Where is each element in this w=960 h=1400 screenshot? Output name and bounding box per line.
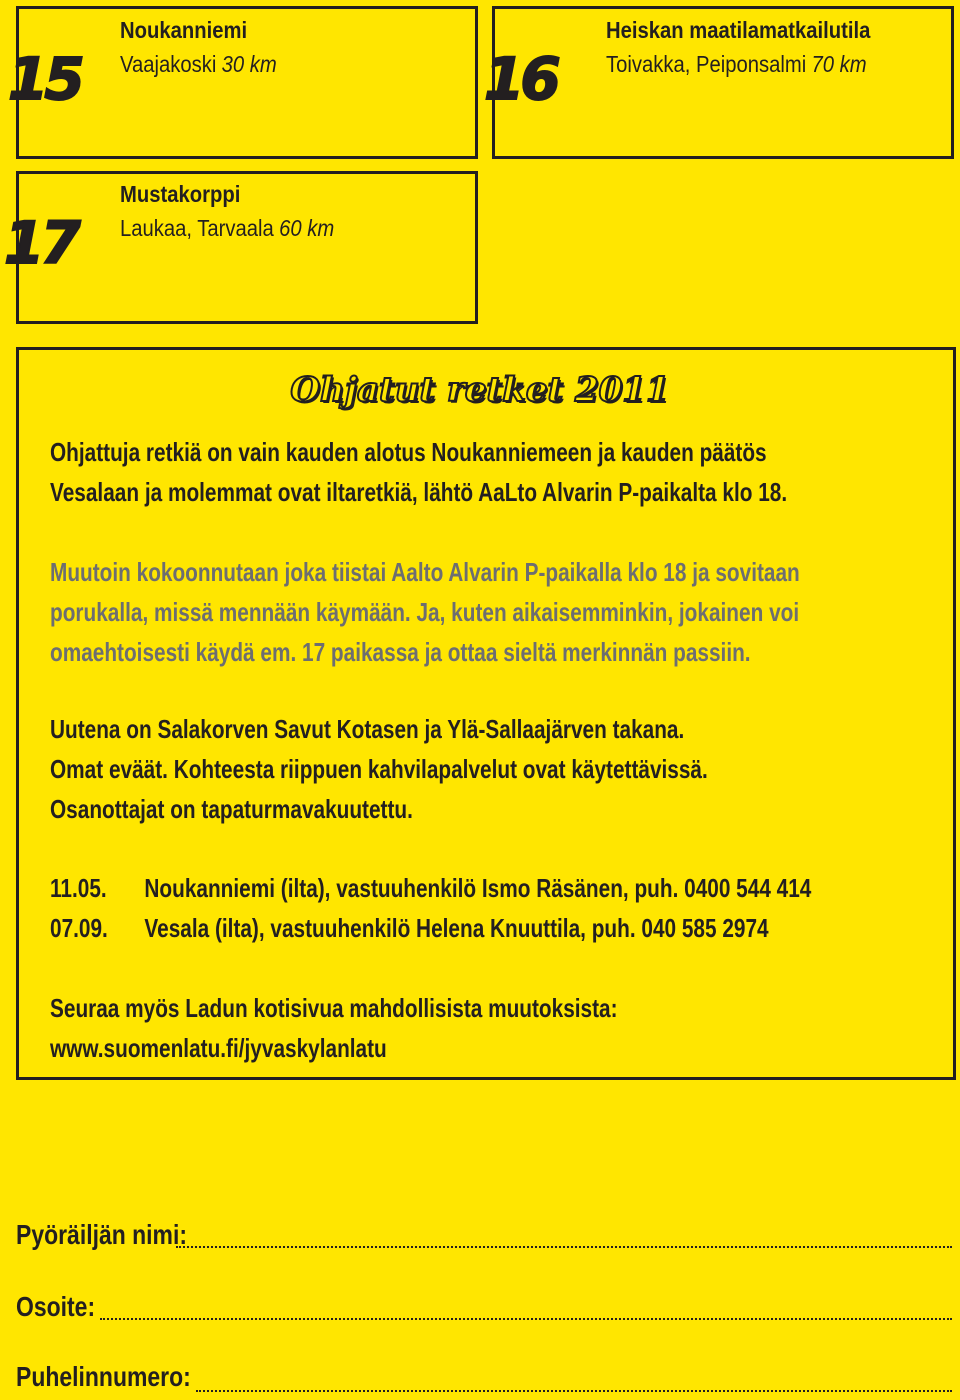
info-p2-line-3: omaehtoisesti käydä em. 17 paikassa ja ottaa sieltä merkinnän passiin.	[50, 637, 751, 667]
schedule-date: 11.05.	[50, 873, 107, 903]
address-label: Osoite:	[16, 1291, 96, 1322]
info-p1-line-1: Ohjattuja retkiä on vain kauden alotus Noukanniemeen ja kauden päätös	[50, 437, 767, 467]
spot-location-17	[120, 214, 334, 242]
spot-name-16: Heiskan maatilamatkailutila	[606, 17, 871, 43]
info-p3-line-2: Omat eväät. Kohteesta riippuen kahvilapalvelut ovat käytettävissä.	[50, 754, 708, 784]
phone-label: Puhelinnumero:	[16, 1361, 191, 1392]
address-field[interactable]	[100, 1318, 952, 1320]
spot-place: Laukaa, Tarvaala	[120, 215, 274, 241]
spot-place: Toivakka, Peiponsalmi	[606, 51, 807, 77]
spot-distance: 70 km	[811, 51, 867, 77]
schedule-row-1	[50, 872, 811, 904]
schedule-text: Vesala (ilta), vastuuhenkilö Helena Knuuttila, puh. 040 585 2974	[144, 913, 769, 943]
spot-distance: 30 km	[221, 51, 277, 77]
info-p3-line-1: Uutena on Salakorven Savut Kotasen ja Ylä-Sallaajärven takana.	[50, 714, 685, 744]
spot-place: Vaajakoski	[120, 51, 217, 77]
schedule-row-2	[50, 912, 769, 944]
spot-name-15: Noukanniemi	[120, 17, 248, 43]
info-p2-line-2: porukalla, missä mennään käymään. Ja, kuten aikaisemminkin, jokainen voi	[50, 597, 800, 627]
spot-number-15: 15	[8, 45, 81, 113]
spot-location-16	[606, 50, 867, 78]
spot-number-16: 16	[484, 45, 557, 113]
phone-field[interactable]	[196, 1390, 952, 1392]
schedule-date: 07.09.	[50, 913, 108, 943]
spot-box-17	[16, 171, 478, 324]
spot-distance: 60 km	[279, 215, 335, 241]
name-field[interactable]	[176, 1246, 952, 1248]
spot-location-15	[120, 50, 277, 78]
info-heading: Ohjatut retket 2011	[290, 370, 670, 410]
info-p2-line-1: Muutoin kokoonnutaan joka tiistai Aalto Alvarin P-paikalla klo 18 ja sovitaan	[50, 557, 800, 587]
spot-name-17: Mustakorppi	[120, 181, 241, 207]
info-p1-line-2: Vesalaan ja molemmat ovat iltaretkiä, lähtö AaLto Alvarin P-paikalta klo 18.	[50, 477, 788, 507]
follow-text: Seuraa myös Ladun kotisivua mahdollisista muutoksista:	[50, 993, 618, 1023]
info-p3-line-3: Osanottajat on tapaturmavakuutettu.	[50, 794, 413, 824]
schedule-text: Noukanniemi (ilta), vastuuhenkilö Ismo Räsänen, puh. 0400 544 414	[144, 873, 812, 903]
website-link[interactable]: www.suomenlatu.fi/jyvaskylanlatu	[50, 1033, 387, 1063]
spot-number-17: 17	[4, 209, 77, 277]
name-label: Pyöräiljän nimi:	[16, 1219, 187, 1250]
